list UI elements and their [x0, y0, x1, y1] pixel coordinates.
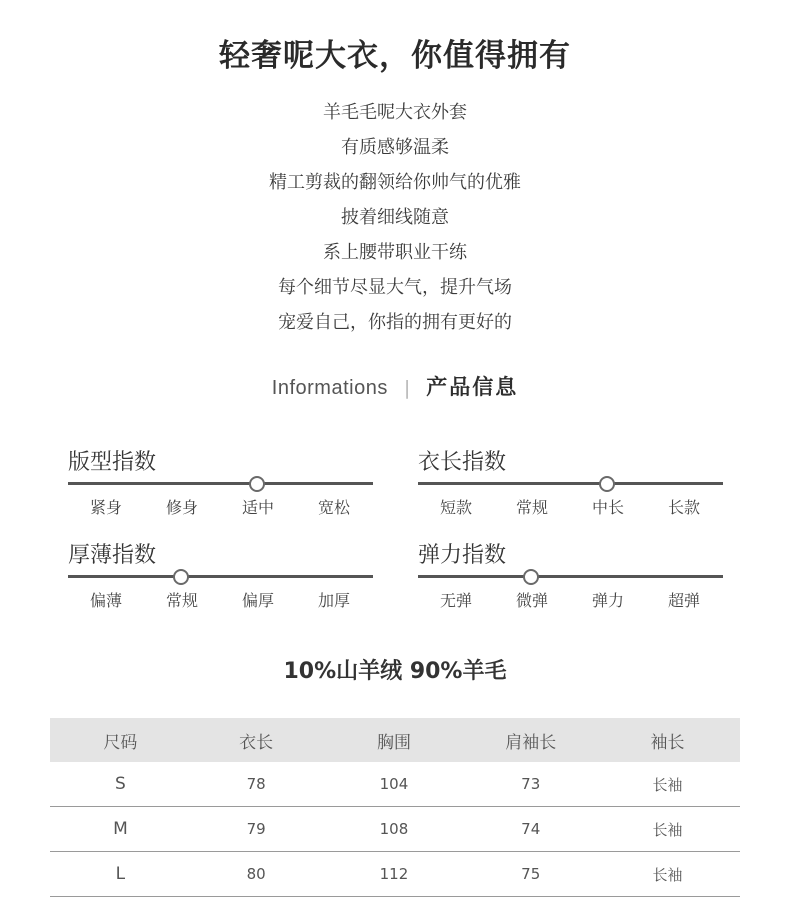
size-table [50, 718, 740, 897]
scale-elasticity-index [418, 538, 723, 613]
column-header: 袖长 [595, 718, 740, 762]
table-cell: 长袖 [595, 762, 740, 807]
table-cell: 75 [466, 852, 595, 897]
scale-option: 宽松 [317, 498, 350, 517]
page-headline: 轻奢呢大衣，你值得拥有 [219, 38, 571, 74]
description-line: 精工剪裁的翻领给你帅气的优雅 [269, 172, 521, 193]
scale-indicator [599, 476, 615, 492]
scale-option: 加厚 [317, 591, 350, 610]
scale-fit-index [68, 445, 373, 520]
scale-label: 衣长指数 [418, 450, 507, 475]
column-header: 肩袖长 [466, 718, 595, 762]
scale-option: 紧身 [89, 498, 122, 517]
scale-thickness-index [68, 538, 373, 613]
description-line: 有质感够温柔 [341, 137, 449, 158]
table-cell: 79 [191, 807, 322, 852]
scale-length-index [418, 445, 723, 520]
table-cell: 108 [321, 807, 466, 852]
table-cell: S [50, 762, 191, 807]
table-cell: L [50, 852, 191, 897]
column-header: 衣长 [191, 718, 322, 762]
description-line: 披着细线随意 [341, 207, 449, 228]
material-composition: 10%山羊绒 90%羊毛 [283, 659, 507, 684]
info-section-title [0, 371, 790, 401]
table-cell: 112 [321, 852, 466, 897]
table-row [50, 807, 740, 852]
scale-option: 适中 [241, 498, 274, 517]
scale-option: 弹力 [591, 591, 624, 610]
scale-track [68, 482, 373, 485]
table-cell: 80 [191, 852, 322, 897]
scale-option: 偏厚 [241, 591, 274, 610]
scale-track [418, 575, 723, 578]
description-line: 宠爱自己，你指的拥有更好的 [278, 312, 512, 333]
description-line: 每个细节尽显大气，提升气场 [278, 277, 512, 298]
scale-label: 厚薄指数 [68, 543, 157, 568]
table-cell: 长袖 [595, 852, 740, 897]
scale-track [68, 575, 373, 578]
description-line: 羊毛毛呢大衣外套 [323, 102, 467, 123]
info-title-chinese: 产品信息 [426, 375, 519, 399]
scale-track [418, 482, 723, 485]
scale-option: 偏薄 [89, 591, 122, 610]
scale-indicator [173, 569, 189, 585]
scale-option: 修身 [165, 498, 198, 517]
table-cell: 78 [191, 762, 322, 807]
table-row [50, 852, 740, 897]
info-title-english: Informations [271, 377, 388, 399]
scale-indicator [523, 569, 539, 585]
info-title-separator: | [403, 377, 411, 399]
scale-option: 超弹 [667, 591, 700, 610]
table-cell: M [50, 807, 191, 852]
scale-option: 无弹 [439, 591, 472, 610]
scale-option: 短款 [439, 498, 472, 517]
table-cell: 73 [466, 762, 595, 807]
table-row [50, 762, 740, 807]
table-header-row [50, 718, 740, 762]
scale-option: 常规 [165, 591, 198, 610]
scale-label: 弹力指数 [418, 543, 507, 568]
scale-option: 中长 [591, 498, 624, 517]
column-header: 尺码 [50, 718, 191, 762]
product-description [0, 98, 790, 343]
scale-option: 微弹 [515, 591, 548, 610]
scale-label: 版型指数 [68, 450, 157, 475]
scale-option: 常规 [515, 498, 548, 517]
description-line: 系上腰带职业干练 [323, 242, 467, 263]
column-header: 胸围 [321, 718, 466, 762]
scale-indicator [249, 476, 265, 492]
scale-option: 长款 [667, 498, 700, 517]
table-cell: 长袖 [595, 807, 740, 852]
table-cell: 74 [466, 807, 595, 852]
table-cell: 104 [321, 762, 466, 807]
